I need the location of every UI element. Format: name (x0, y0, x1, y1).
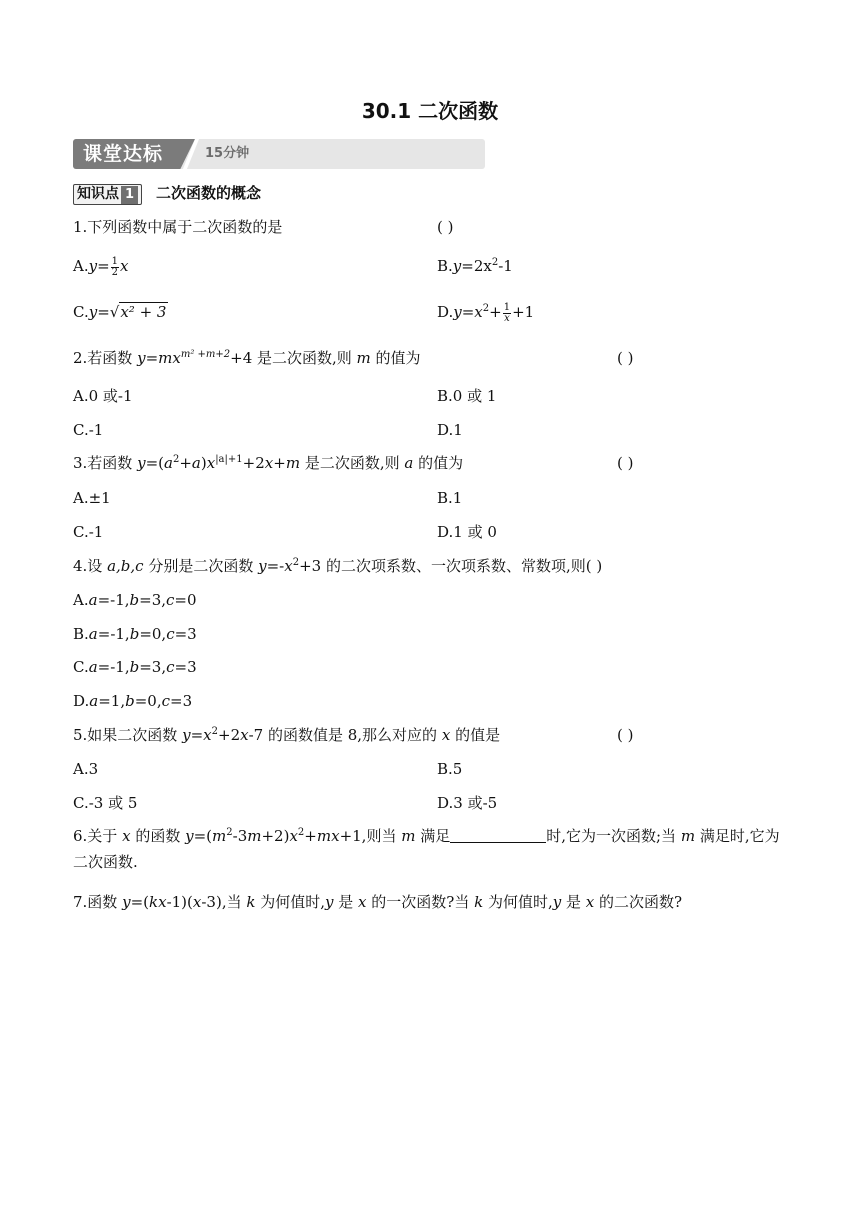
math: a (88, 625, 98, 643)
q4-option-d (73, 691, 192, 711)
text: -3),当 (201, 893, 247, 911)
math: =0 (174, 591, 197, 609)
text: 6.关于 (73, 827, 123, 845)
question-2-answer-paren: ( ) (617, 349, 634, 367)
math: =-1, (97, 625, 130, 643)
option-label: A. (73, 591, 89, 609)
math: + (273, 454, 286, 472)
math: y (452, 257, 462, 275)
math: m (212, 827, 227, 845)
text: 满足时,它为二次函数. (73, 827, 780, 871)
math: = (190, 726, 204, 744)
q4-option-a (73, 590, 197, 610)
question-7 (73, 892, 682, 912)
text: 是二次函数,则 (300, 454, 405, 472)
q5-option-c: C.-3 或 5 (73, 794, 138, 812)
math: m (356, 349, 371, 367)
text: 4.设 (73, 557, 108, 575)
math: mx (158, 349, 181, 367)
math: y (182, 726, 191, 744)
text: 7.函数 (73, 893, 123, 911)
math: =( (145, 454, 164, 472)
option-label: A. (73, 257, 89, 275)
math: a (191, 454, 201, 472)
math: a (88, 658, 98, 676)
q3-option-a: A.±1 (73, 489, 111, 507)
question-5-answer-paren: ( ) (617, 726, 634, 744)
knowledge-point-title: 二次函数的概念 (156, 184, 262, 202)
question-5 (73, 725, 500, 745)
math: =3 (174, 625, 197, 643)
text: 是 (561, 893, 586, 911)
square-root: √x² + 3 (109, 303, 167, 321)
math: x (289, 827, 298, 845)
text: 的一次函数?当 (366, 893, 475, 911)
math: +1 (512, 303, 535, 321)
math: b (129, 625, 140, 643)
text: 的值是 (450, 726, 501, 744)
q1-option-a (73, 256, 129, 278)
math: kx (149, 893, 167, 911)
q3-option-b: B.1 (437, 489, 463, 507)
answer-blank[interactable] (450, 828, 546, 843)
radicand: x² + 3 (120, 303, 167, 321)
exponent: 2 (226, 827, 233, 838)
math: y (185, 827, 194, 845)
math: c (166, 591, 175, 609)
q5-option-d: D.3 或-5 (437, 794, 498, 812)
math: x (284, 557, 293, 575)
math: a (89, 692, 99, 710)
question-1-stem: 1.下列函数中属于二次函数的是 (73, 218, 283, 236)
math: k (246, 893, 256, 911)
banner-label: 课堂达标 (83, 143, 164, 165)
math: y= (88, 303, 110, 321)
text: 满足 (415, 827, 451, 845)
exponent: 2 (211, 726, 218, 737)
math: a,b,c (107, 557, 144, 575)
q2-option-d: D.1 (437, 421, 463, 439)
exponent: 2 (292, 557, 300, 568)
math: b (129, 591, 140, 609)
fraction (503, 303, 511, 324)
math: x (585, 893, 595, 911)
page-title: 30.1 二次函数 (361, 99, 499, 123)
question-1 (73, 217, 282, 237)
question-1-answer-paren: ( ) (437, 218, 454, 236)
fraction (111, 257, 119, 278)
math: +2) (261, 827, 290, 845)
math: y (122, 893, 131, 911)
math: + (489, 303, 502, 321)
math: x (120, 257, 129, 275)
q5-option-a: A.3 (73, 760, 99, 778)
text: 的值为 (370, 349, 421, 367)
text: 为何值时, (483, 893, 553, 911)
math: =0, (134, 692, 162, 710)
math: =-1, (97, 658, 130, 676)
numerator: 1 (111, 255, 119, 267)
math: =2x (461, 257, 492, 275)
math: =( (193, 827, 213, 845)
math: =3 (174, 658, 197, 676)
math: c (166, 658, 175, 676)
q2-option-c: C.-1 (73, 421, 104, 439)
math: x (122, 827, 131, 845)
math: =- (266, 557, 285, 575)
option-label: C. (73, 303, 89, 321)
text: 2.若函数 (73, 349, 138, 367)
math: + (179, 454, 192, 472)
math: y (552, 893, 562, 911)
exponent: 2 (482, 303, 490, 314)
math: mx (316, 827, 340, 845)
math: y (137, 349, 146, 367)
math: x (203, 726, 212, 744)
math: b (125, 692, 135, 710)
question-2 (73, 348, 421, 368)
q4-option-c (73, 657, 197, 677)
math: =1, (98, 692, 126, 710)
math: c (161, 692, 171, 710)
q4-option-b (73, 624, 197, 644)
q5-option-b: B.5 (437, 760, 463, 778)
q2-option-a: A.0 或-1 (73, 387, 133, 405)
option-label: B. (73, 625, 89, 643)
exponent: 2 (172, 454, 180, 465)
option-label: C. (73, 658, 89, 676)
question-4 (73, 556, 602, 576)
question-3 (73, 453, 463, 473)
math: + (304, 827, 317, 845)
question-6 (73, 823, 791, 875)
text: 的二次函数? (594, 893, 683, 911)
math: m (247, 827, 262, 845)
math: =( (130, 893, 149, 911)
q1-option-b (437, 256, 513, 276)
denominator: 2 (111, 266, 119, 278)
exponent: 2 (491, 257, 499, 268)
numerator: 1 (503, 301, 511, 313)
text: 5.如果二次函数 (73, 726, 183, 744)
q2-option-b: B.0 或 1 (437, 387, 497, 405)
math: c (166, 625, 175, 643)
math: =0, (139, 625, 167, 643)
knowledge-point-badge (73, 184, 142, 205)
question-3-answer-paren: ( ) (617, 454, 634, 472)
q1-option-d (437, 302, 534, 324)
math: b (129, 658, 140, 676)
option-label: D. (437, 303, 454, 321)
banner-time: 15分钟 (205, 146, 250, 161)
q3-option-d: D.1 或 0 (437, 523, 497, 541)
knowledge-point-number: 1 (121, 186, 138, 204)
text: 为何值时, (255, 893, 326, 911)
math: =3 (170, 692, 193, 710)
text: 时,它为一次函数;当 (546, 827, 681, 845)
math: x (240, 726, 249, 744)
exponent: m² +m+2 (180, 349, 231, 360)
text: +1,则当 (339, 827, 402, 845)
exponent: |a|+1 (215, 454, 243, 465)
option-label: B. (437, 257, 453, 275)
math: +2 (242, 454, 265, 472)
math: x (441, 726, 451, 744)
math: =3, (139, 658, 167, 676)
text: -7 的函数值是 8,那么对应的 (248, 726, 442, 744)
exponent: 2 (297, 827, 305, 838)
math: =3, (139, 591, 167, 609)
math: k (474, 893, 484, 911)
text: 3.若函数 (73, 454, 138, 472)
knowledge-point-label: 知识点 (77, 186, 119, 202)
math: y (325, 893, 334, 911)
math: +2 (218, 726, 241, 744)
text: 是 (333, 893, 359, 911)
math: a (164, 454, 173, 472)
text: 的值为 (413, 454, 464, 472)
math: x (264, 454, 274, 472)
math: a (88, 591, 98, 609)
math: y=x (453, 303, 483, 321)
math: -1 (498, 257, 513, 275)
q3-option-c: C.-1 (73, 523, 104, 541)
math: y (137, 454, 146, 472)
text: +3 的二次项系数、一次项系数、常数项,则( ) (299, 557, 603, 575)
math: ) (200, 454, 207, 472)
section-banner (73, 139, 485, 169)
math: = (145, 349, 159, 367)
math: -1)( (166, 893, 193, 911)
math: x (358, 893, 367, 911)
math: x (192, 893, 202, 911)
math: =-1, (97, 591, 130, 609)
math: a (404, 454, 414, 472)
math: x (206, 454, 216, 472)
knowledge-point-header (73, 183, 261, 205)
math: -3 (232, 827, 248, 845)
option-label: D. (73, 692, 90, 710)
math: m (680, 827, 696, 845)
text: +4 是二次函数,则 (230, 349, 357, 367)
math: y (258, 557, 267, 575)
text: 分别是二次函数 (143, 557, 259, 575)
math: m (285, 454, 301, 472)
denominator: x (504, 312, 510, 324)
math: y= (88, 257, 110, 275)
math: m (401, 827, 416, 845)
text: 的函数 (130, 827, 186, 845)
q1-option-c (73, 302, 168, 322)
